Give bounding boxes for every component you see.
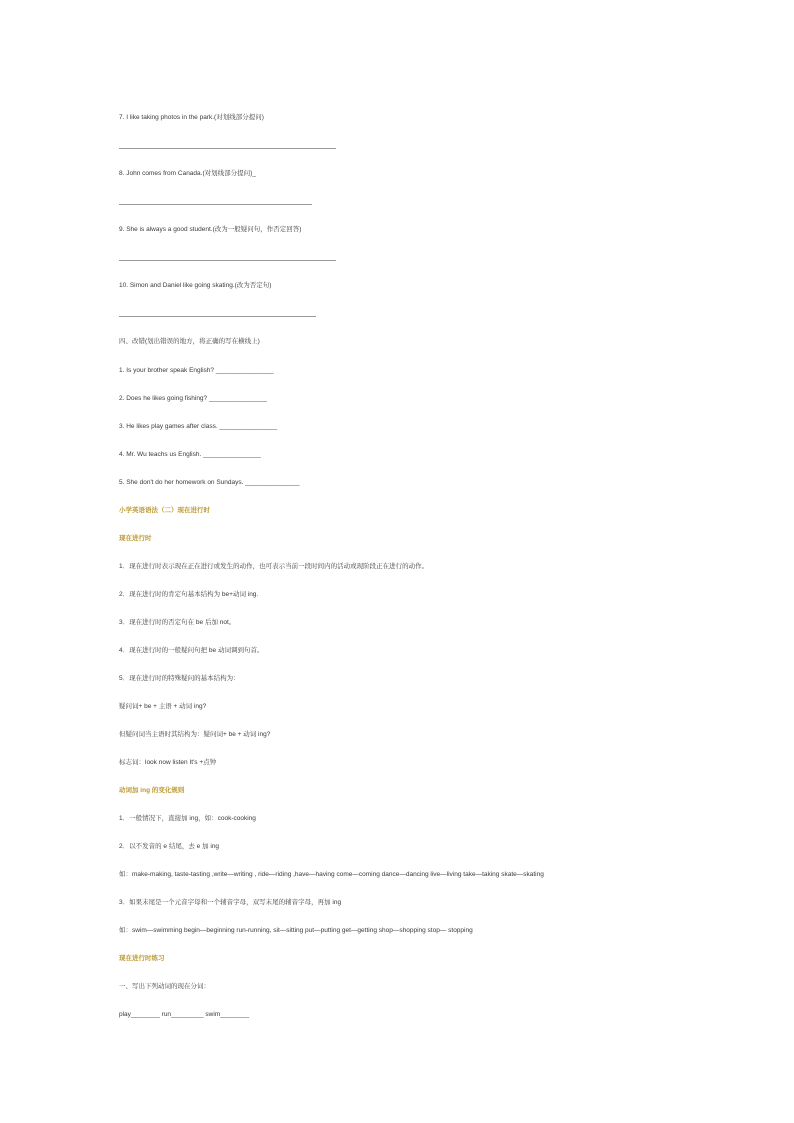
error-item-3: 3. He likes play games after class. ________________ [119, 423, 278, 430]
answer-line-7[interactable] [119, 148, 336, 149]
structure-2: 但疑问词当主语时其结构为：疑问词+ be + 动词 ing? [119, 731, 271, 738]
question-10: 10. Simon and Daniel like going skating.(改为否定句) [119, 282, 272, 289]
ing-rule-2-examples: 如：make-making, taste-tasting ,write—writing , ride—riding ,have—having come—coming dance—dancing live—living take—taking skate—skating [119, 871, 544, 878]
ing-rule-3-examples: 如：swim—swimming begin—beginning run-running, sit—sitting put—putting get—getting shop—shopping stop— stopping [119, 927, 473, 934]
ing-rules-title: 动词加 ing 的变化规则 [119, 787, 185, 794]
error-correction-heading: 四、改错(划出错误的地方，将正确的写在横线上) [119, 338, 260, 345]
error-item-4: 4. Mr. Wu teachs us English. ________________ [119, 451, 261, 458]
signal-words: 标志词：look now listen It's +点钟 [119, 759, 217, 766]
question-8: 8. John comes from Canada.(对划线部分提问)_ [119, 170, 256, 177]
ing-rule-2: 2．以不发音的 e 结尾，去 e 加 ing [119, 843, 220, 850]
error-item-2: 2. Does he likes going fishing? ________________ [119, 395, 267, 402]
structure-1: 疑问词+ be + 主语 + 动词 ing? [119, 703, 207, 710]
question-7: 7. I like taking photos in the park.(对划线部分提问) [119, 114, 264, 121]
error-item-5: 5. She don't do her homework on Sundays. _______________ [119, 479, 300, 486]
exercise-task: 一、写出下列动词的现在分词： [119, 983, 210, 990]
exercise-blanks: play________ run_________ swim________ [119, 1011, 250, 1018]
question-9: 9. She is always a good student.(改为一般疑问句，作否定回答) [119, 226, 302, 233]
rule-3: 3．现在进行时的否定句在 be 后加 not。 [119, 619, 236, 626]
error-item-1: 1. Is your brother speak English? ________________ [119, 367, 274, 374]
answer-line-10[interactable] [119, 316, 316, 317]
rule-1: 1．现在进行时表示现在正在进行或发生的动作，也可表示当前一段时间内的活动或现阶段正在进行的动作。 [119, 563, 429, 570]
answer-line-9[interactable] [119, 260, 336, 261]
rule-5: 5．现在进行时的特殊疑问的基本结构为： [119, 675, 240, 682]
ing-rule-3: 3．如果末尾是一个元音字母和一个辅音字母，双写末尾的辅音字母，再加 ing [119, 899, 342, 906]
ing-rule-1: 1．一般情况下，直接加 ing，如：cook-cooking [119, 815, 256, 822]
section-title: 小学英语语法（二）现在进行时 [119, 507, 210, 514]
section-subtitle: 现在进行时 [119, 535, 152, 542]
rule-4: 4．现在进行时的一般疑问句把 be 动词调到句首。 [119, 647, 264, 654]
exercise-title: 现在进行时练习 [119, 955, 165, 962]
answer-line-8[interactable] [119, 204, 312, 205]
rule-2: 2．现在进行时的肯定句基本结构为 be+动词 ing. [119, 591, 259, 598]
